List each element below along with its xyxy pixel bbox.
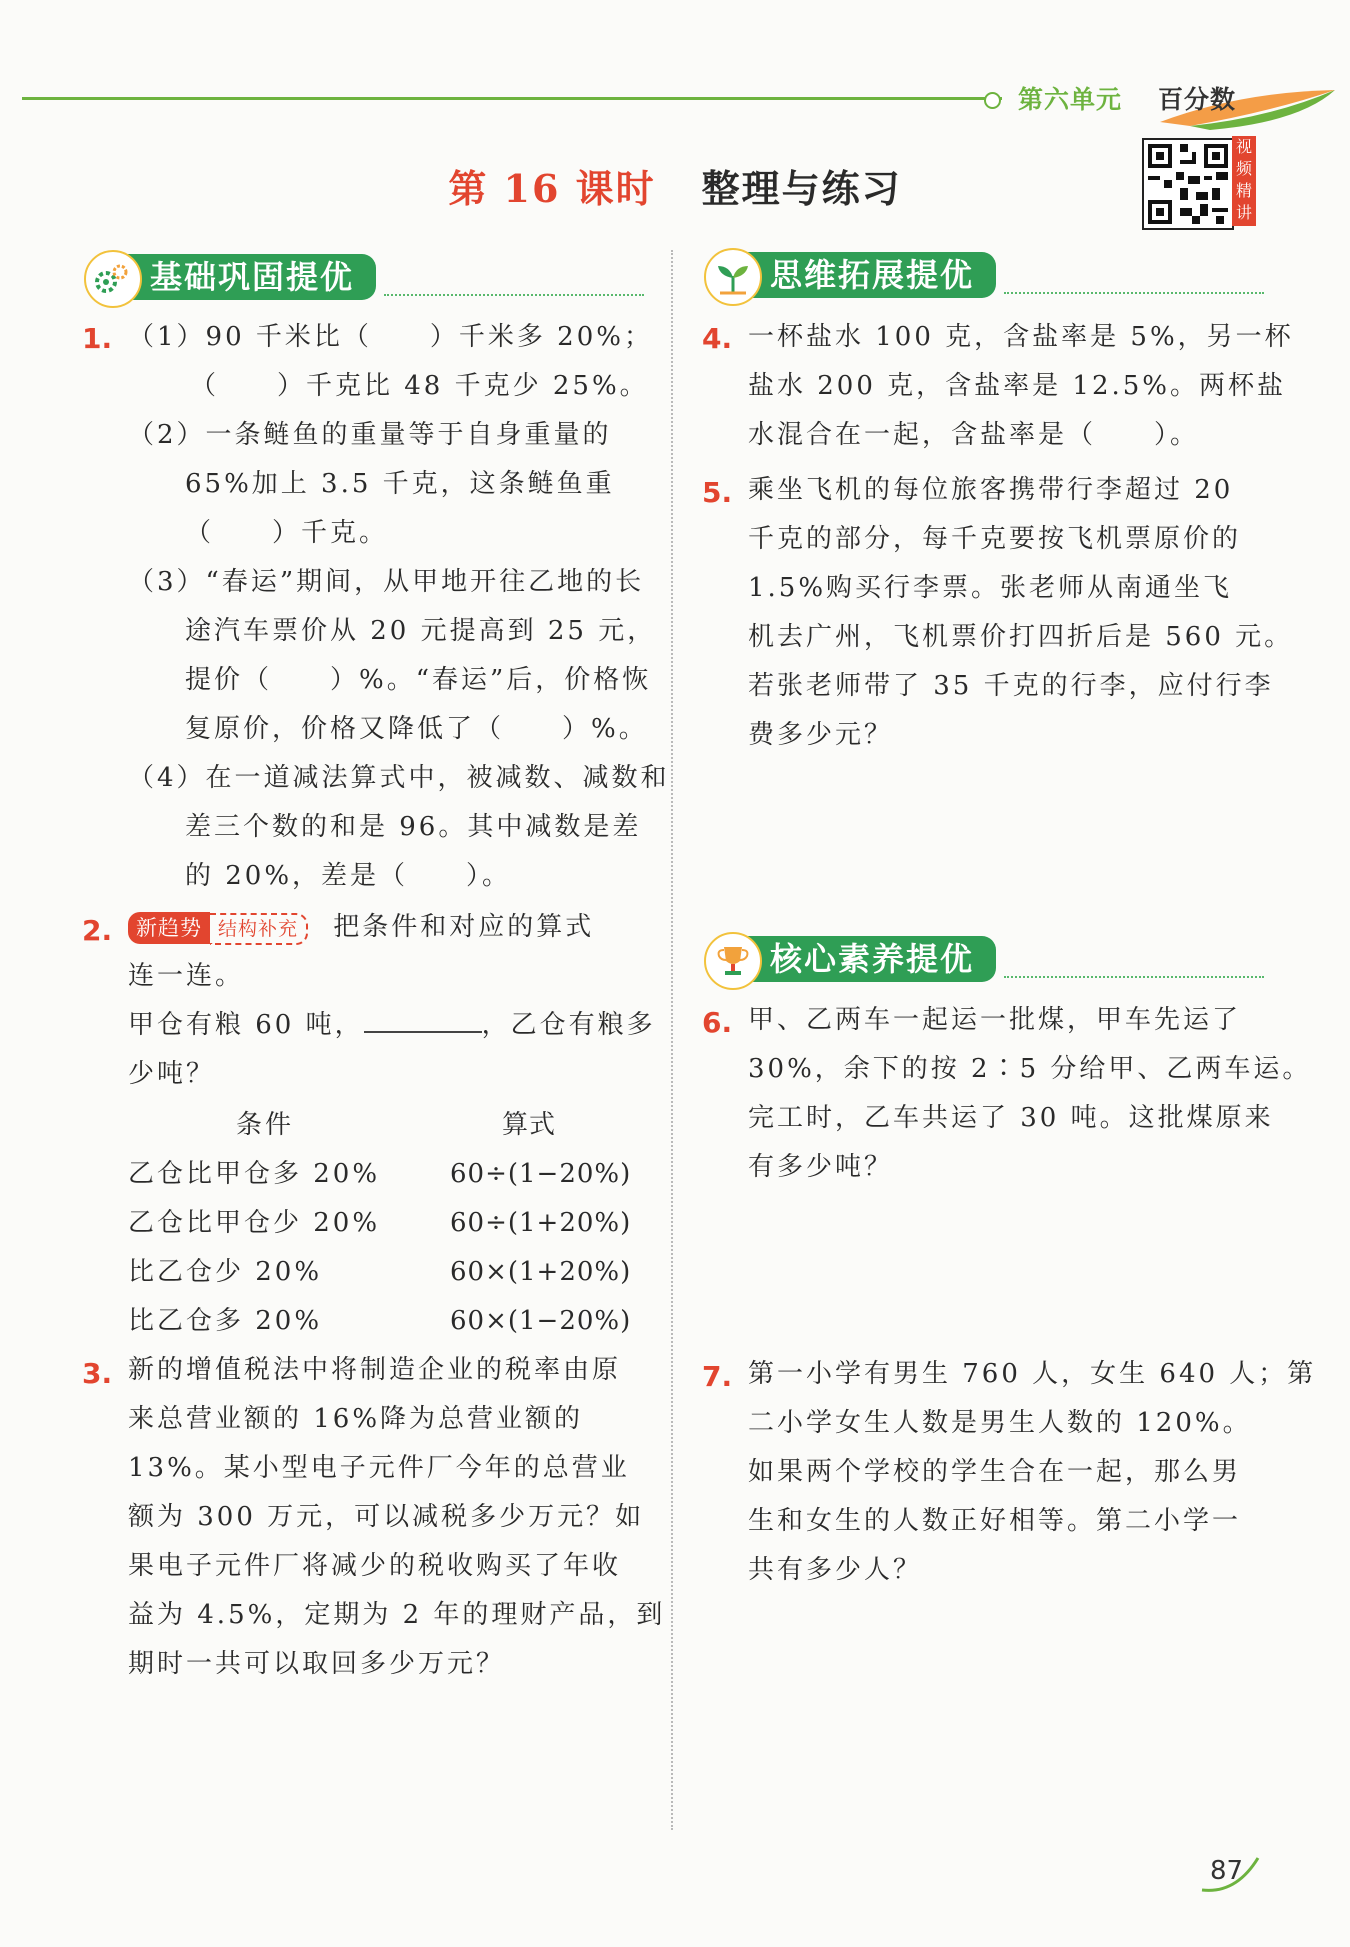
qr-code-icon[interactable] — [1142, 138, 1234, 230]
question-number: 4. — [702, 322, 733, 355]
question-line: 新的增值税法中将制造企业的税率由原 — [128, 1355, 622, 1385]
new-trend-badge — [128, 912, 308, 944]
question-line: 费多少元？ — [748, 720, 894, 750]
question-line: 乘坐飞机的每位旅客携带行李超过 20 — [748, 475, 1234, 505]
question-6 — [748, 996, 1311, 1192]
formula-item[interactable]: 60×(1−20%) — [450, 1306, 632, 1336]
question-line: （ ）千克比 48 千克少 25%。 — [190, 371, 649, 401]
question-line: 益为 4.5%，定期为 2 年的理财产品，到 — [128, 1600, 666, 1630]
question-line: 千克的部分，每千克要按飞机票原价的 — [748, 524, 1242, 554]
section-title: 思维拓展提优 — [744, 252, 996, 298]
question-number: 7. — [702, 1360, 733, 1393]
unit-name: 百分数 — [1158, 85, 1237, 114]
formula-item[interactable]: 60÷(1+20%) — [450, 1208, 632, 1238]
question-line: 如果两个学校的学生合在一起，那么男 — [748, 1457, 1242, 1487]
lesson-name: 整理与练习 — [701, 166, 902, 211]
question-number: 6. — [702, 1006, 733, 1039]
condition-item[interactable]: 乙仓比甲仓少 20% — [128, 1208, 381, 1238]
question-line: （3）“春运”期间，从甲地开往乙地的长 — [128, 567, 645, 597]
header-rule — [22, 97, 1002, 100]
question-text: 甲仓有粮 60 吨， — [128, 1010, 364, 1040]
qr-video-label: 视频精讲 — [1232, 136, 1256, 226]
question-line: 提价（ ）%。“春运”后，价格恢 — [185, 665, 652, 695]
question-line: 差三个数的和是 96。其中减数是差 — [185, 812, 642, 842]
page-number: 87 — [1210, 1856, 1244, 1886]
question-line: 来总营业额的 16%降为总营业额的 — [128, 1404, 584, 1434]
question-line: 生和女生的人数正好相等。第二小学一 — [748, 1506, 1242, 1536]
question-number: 1. — [82, 322, 113, 355]
question-lead: 把条件和对应的算式 — [333, 912, 595, 942]
formula-item[interactable]: 60÷(1−20%) — [450, 1159, 632, 1189]
condition-item[interactable]: 比乙仓多 20% — [128, 1306, 323, 1336]
column-divider — [671, 250, 673, 1830]
trophy-icon — [704, 932, 762, 990]
badge-structure: 结构补充 — [210, 913, 308, 945]
question-line: 水混合在一起，含盐率是（ ）。 — [748, 420, 1200, 450]
question-line: （2）一条鲢鱼的重量等于自身重量的 — [128, 420, 612, 450]
question-line — [128, 903, 656, 952]
question-4 — [748, 313, 1294, 460]
gear-icon — [84, 250, 142, 308]
column-header: 条件 — [236, 1110, 295, 1140]
question-line: 有多少吨？ — [748, 1152, 894, 1182]
table-row — [128, 1150, 648, 1199]
question-line: 甲、乙两车一起运一批煤，甲车先运了 — [748, 1005, 1242, 1035]
question-line: 额为 300 万元，可以减税多少万元？如 — [128, 1502, 645, 1532]
question-line: 1.5%购买行李票。张老师从南通坐飞 — [748, 573, 1233, 603]
question-line: 途汽车票价从 20 元提高到 25 元， — [185, 616, 657, 646]
question-2 — [128, 903, 656, 1099]
lesson-number: 第 16 课时 — [448, 166, 656, 211]
question-line: 65%加上 3.5 千克，这条鲢鱼重 — [185, 469, 615, 499]
question-line: 二小学女生人数是男生人数的 120%。 — [748, 1408, 1252, 1438]
table-header — [128, 1101, 648, 1150]
table-row — [128, 1297, 648, 1346]
question-line: 完工时，乙车共运了 30 吨。这批煤原来 — [748, 1103, 1274, 1133]
question-5 — [748, 466, 1293, 760]
banner-dotted-rule — [384, 294, 644, 296]
question-3 — [128, 1346, 665, 1689]
table-row — [128, 1248, 648, 1297]
column-header: 算式 — [502, 1110, 557, 1140]
banner-dotted-rule — [1004, 976, 1264, 978]
question-line: 若张老师带了 35 千克的行李，应付行李 — [748, 671, 1274, 701]
answer-blank[interactable] — [364, 1003, 482, 1033]
question-line: 连一连。 — [128, 961, 245, 991]
question-line: （ ）千克。 — [185, 518, 389, 548]
question-line — [128, 1001, 656, 1050]
table-row — [128, 1199, 648, 1248]
question-line: （1）90 千米比（ ）千米多 20%； — [128, 322, 653, 352]
question-line: 13%。某小型电子元件厂今年的总营业 — [128, 1453, 630, 1483]
question-line: 复原价，价格又降低了（ ）%。 — [185, 714, 648, 744]
question-text: ，乙仓有粮多 — [481, 1010, 656, 1040]
matching-table — [128, 1101, 648, 1346]
condition-item[interactable]: 乙仓比甲仓多 20% — [128, 1159, 381, 1189]
header-rule-dot — [984, 92, 1001, 109]
question-line: （4）在一道减法算式中，被减数、减数和 — [128, 763, 670, 793]
question-line: 期时一共可以取回多少万元？ — [128, 1649, 506, 1679]
banner-dotted-rule — [1004, 292, 1264, 294]
question-line: 共有多少人？ — [748, 1555, 923, 1585]
question-line: 机去广州，飞机票价打四折后是 560 元。 — [748, 622, 1294, 652]
condition-item[interactable]: 比乙仓少 20% — [128, 1257, 323, 1287]
section-title: 基础巩固提优 — [124, 254, 376, 300]
badge-new-trend: 新趋势 — [128, 912, 210, 944]
question-7 — [748, 1350, 1316, 1595]
unit-label: 第六单元 — [1018, 85, 1123, 114]
section-banner-basic — [84, 254, 644, 300]
question-line: 30%，余下的按 2∶5 分给甲、乙两车运。 — [748, 1054, 1312, 1084]
question-line: 一杯盐水 100 克，含盐率是 5%，另一杯 — [748, 322, 1294, 352]
question-number: 3. — [82, 1357, 113, 1390]
question-line: 盐水 200 克，含盐率是 12.5%。两杯盐 — [748, 371, 1287, 401]
question-1 — [128, 313, 670, 901]
formula-item[interactable]: 60×(1+20%) — [450, 1257, 632, 1287]
question-line: 少吨？ — [128, 1059, 216, 1089]
sprout-icon — [704, 248, 762, 306]
question-number: 2. — [82, 914, 113, 947]
section-title: 核心素养提优 — [744, 936, 996, 982]
question-line: 的 20%，差是（ ）。 — [185, 861, 512, 891]
question-number: 5. — [702, 476, 733, 509]
section-banner-thinking — [704, 252, 1264, 298]
question-line: 第一小学有男生 760 人，女生 640 人；第 — [748, 1359, 1317, 1389]
section-banner-core — [704, 936, 1264, 982]
question-line: 果电子元件厂将减少的税收购买了年收 — [128, 1551, 622, 1581]
